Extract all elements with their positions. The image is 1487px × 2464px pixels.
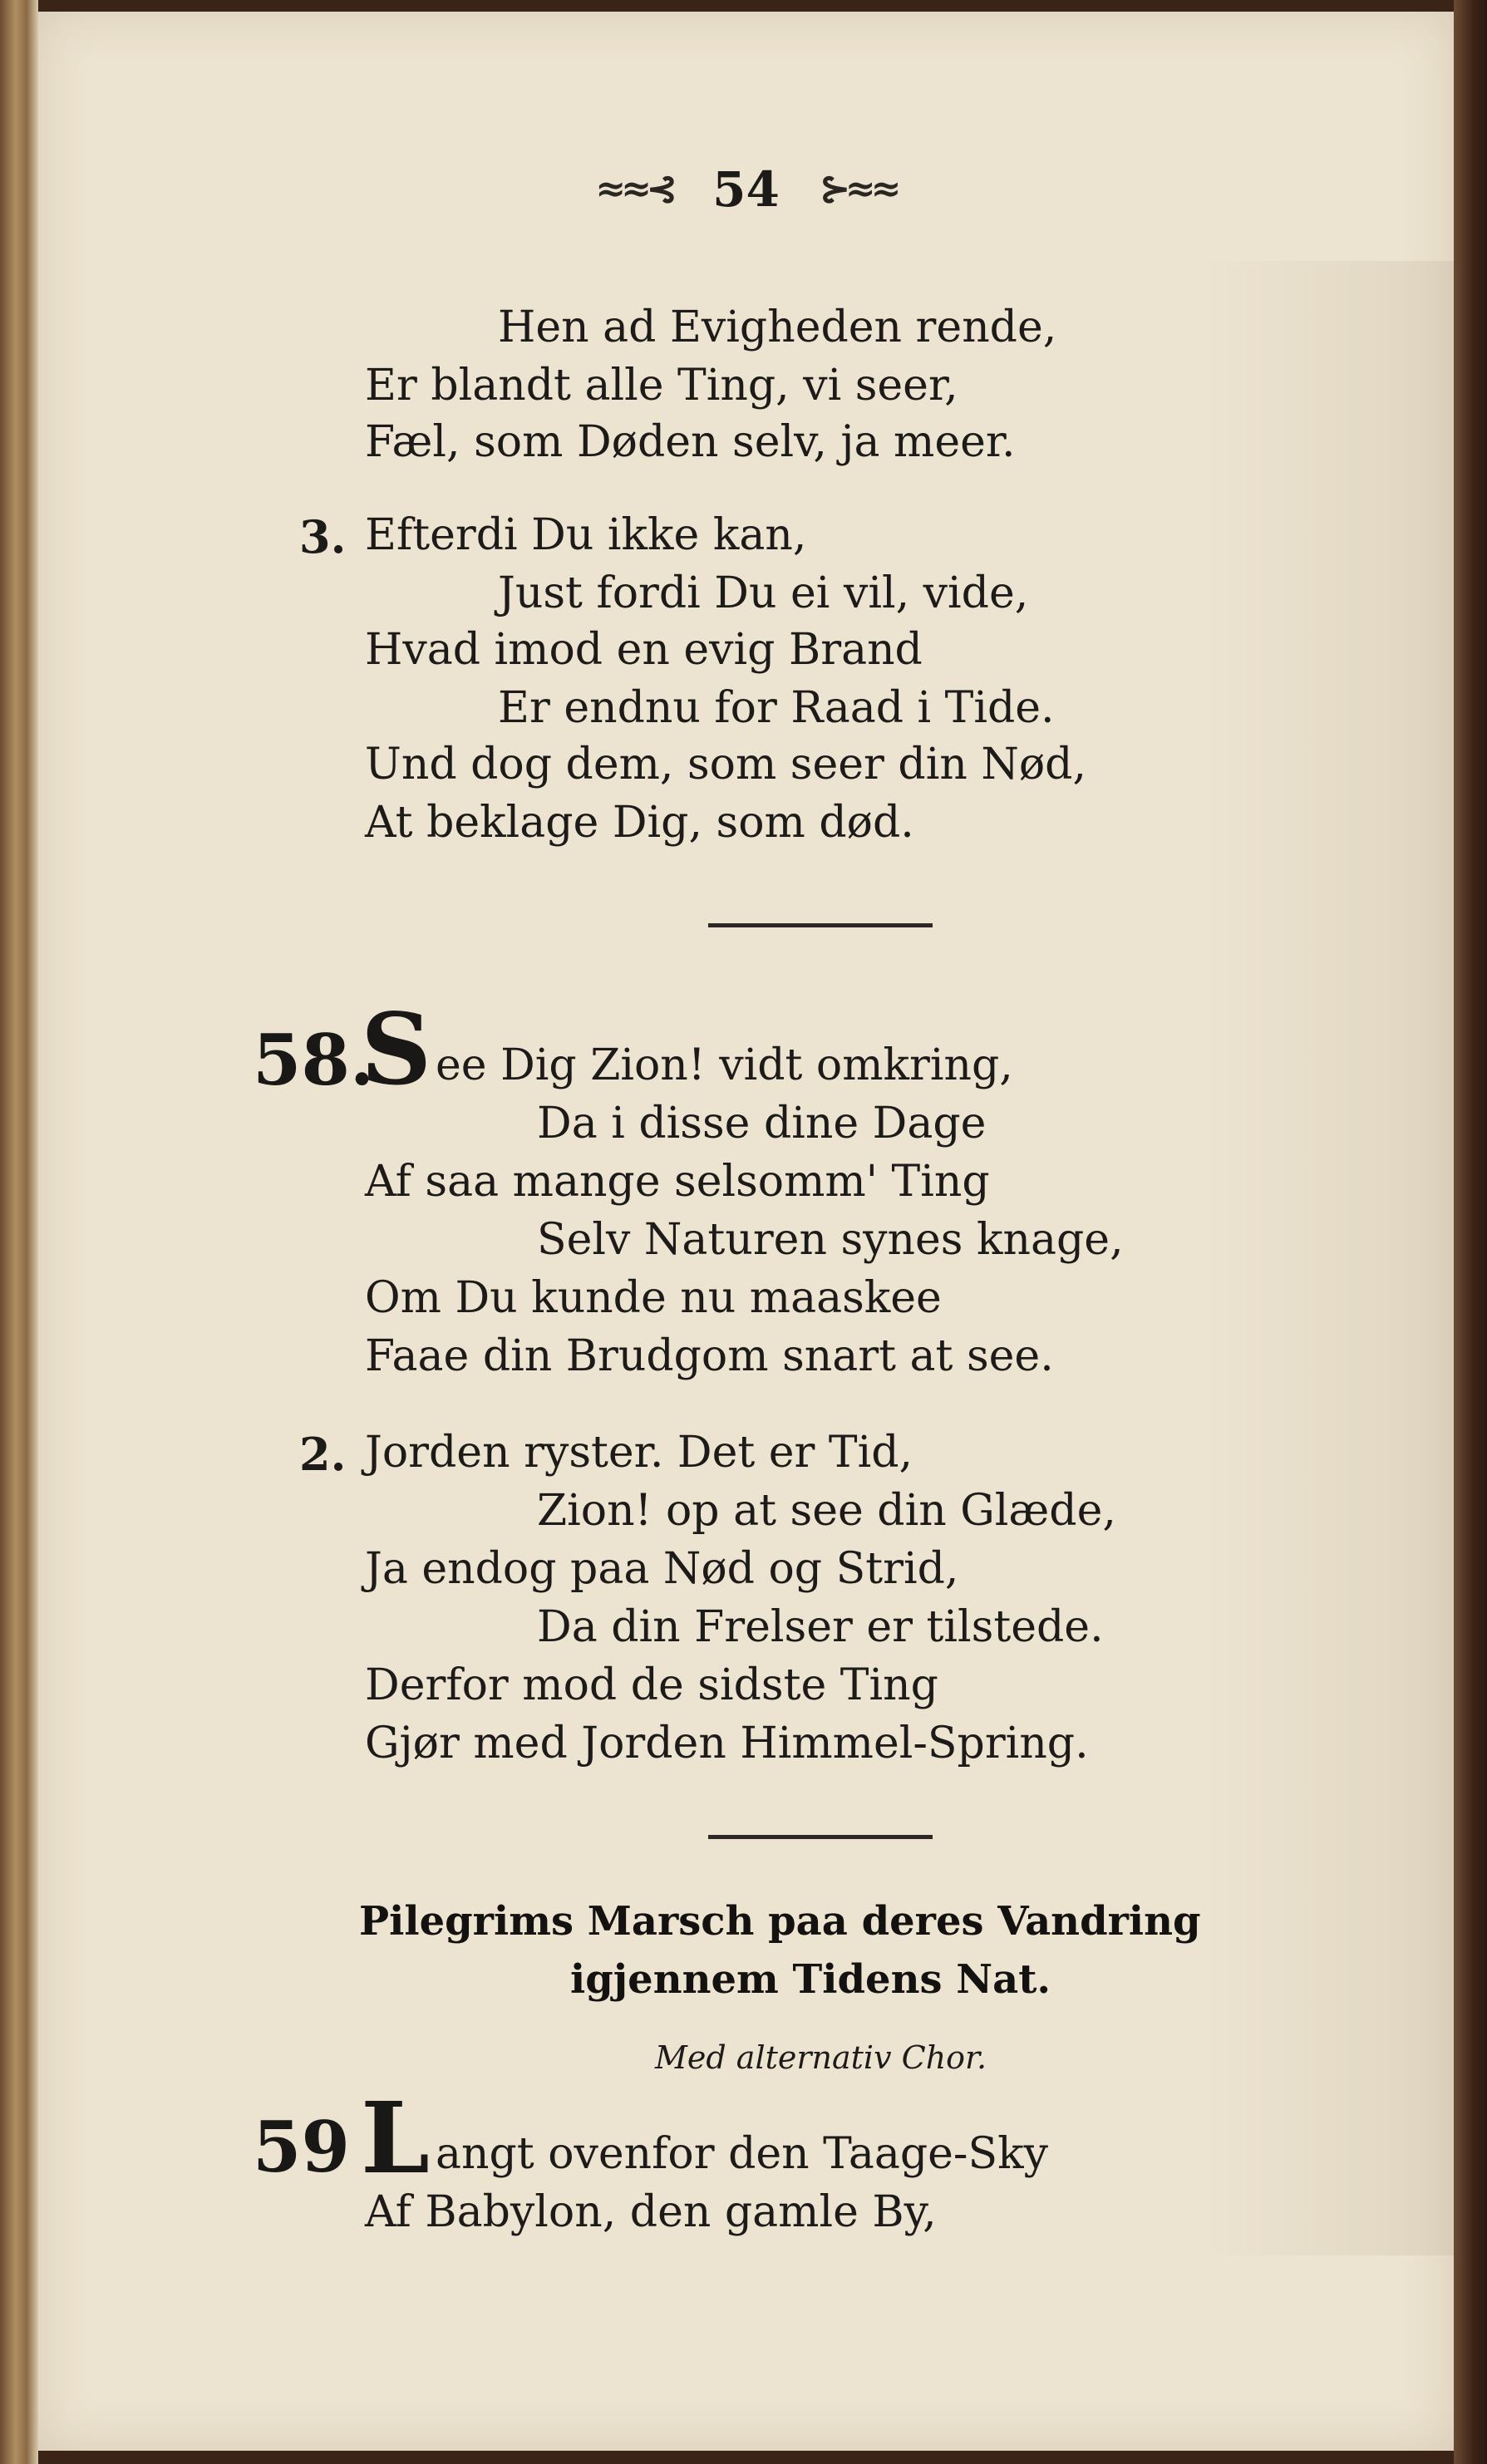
divider-rule [708,1835,933,1839]
verse-line: Da din Frelser er tilstede. [537,1602,1104,1652]
verse-line: Gjør med Jorden Himmel-Spring. [365,1719,1089,1768]
show-through-bleed [1204,261,1454,2255]
verse-number: 3. [299,510,347,563]
verse-line: Just fordi Du ei vil, vide, [498,568,1029,618]
verse-line: Af Babylon, den gamle By, [365,2187,937,2237]
page-header [38,161,1454,218]
ornament-right-icon: ⊱≈≈ [820,168,897,210]
verse-line: Zion! op at see din Glæde, [537,1486,1116,1536]
hymn-number: 59 [253,2106,350,2188]
verse-line: Hvad imod en evig Brand [365,625,923,675]
page-number: 54 [712,161,780,218]
verse-line: Om Du kunde nu maaskee [365,1273,942,1323]
drop-cap: L [361,2080,430,2196]
verse-line: Und dog dem, som seer din Nød, [365,740,1086,789]
verse-line: Er endnu for Raad i Tide. [498,683,1055,733]
hymn-number: 58. [253,1019,375,1101]
ornament-left-icon: ≈≈⊰ [595,168,672,210]
verse-number: 2. [299,1428,347,1481]
section-subtitle: Med alternativ Chor. [655,2039,987,2076]
verse-line: Da i disse dine Dage [537,1099,987,1148]
drop-cap: S [361,991,432,1107]
book-page [38,12,1454,2451]
verse-line: Derfor mod de sidste Ting [365,1660,938,1710]
verse-line: Er blandt alle Ting, vi seer, [365,361,958,411]
verse-line: Jorden ryster. Det er Tid, [365,1428,913,1478]
verse-line: Af saa mange selsomm' Ting [365,1157,990,1207]
page-edge-right [1454,0,1487,2464]
divider-rule [708,923,933,927]
verse-line: Efterdi Du ikke kan, [365,510,807,560]
verse-line: Ja endog paa Nød og Strid, [365,1544,959,1594]
verse-line: Selv Naturen synes knage, [537,1215,1124,1265]
verse-line: ee Dig Zion! vidt omkring, [436,1040,1013,1090]
verse-line: Faae din Brudgom snart at see. [365,1331,1054,1381]
verse-line: angt ovenfor den Taage-Sky [436,2129,1048,2179]
verse-line: Fæl, som Døden selv, ja meer. [365,417,1016,467]
verse-line: At beklage Dig, som død. [365,798,914,848]
section-title: Pilegrims Marsch paa deres Vandring [359,1898,1201,1945]
verse-line: Hen ad Evigheden rende, [498,302,1057,352]
section-title: igjennem Tidens Nat. [570,1956,1051,2003]
page-edge-left [0,0,38,2464]
